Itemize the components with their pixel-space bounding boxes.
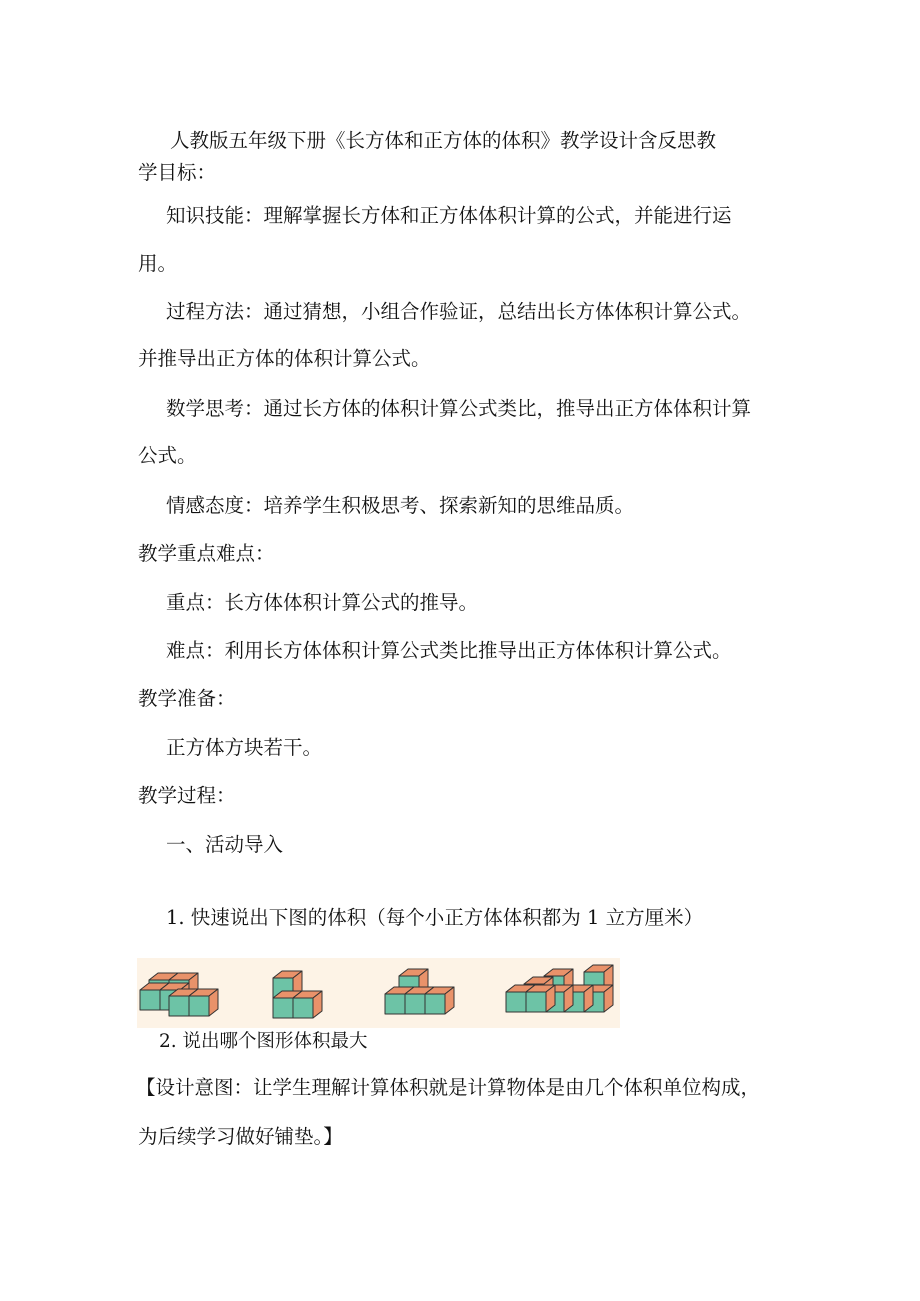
cube-face xyxy=(140,990,160,1010)
cube-figure-3 xyxy=(377,958,467,1028)
math-goal-line-1: 数学思考：通过长方体的体积计算公式类比，推导出正方体体积计算 xyxy=(166,397,752,420)
key-points-heading: 教学重点难点： xyxy=(138,542,275,565)
difficult-point: 难点：利用长方体体积计算公式类比推导出正方体体积计算公式。 xyxy=(166,639,732,662)
cube-figure-2 xyxy=(267,958,347,1028)
prep-item: 正方体方块若干。 xyxy=(166,736,323,759)
process-heading: 教学过程： xyxy=(138,784,236,807)
cube-face xyxy=(405,994,425,1014)
cube-face xyxy=(273,998,293,1018)
cube-face xyxy=(169,996,189,1016)
question-2: 2. 说出哪个图形体积最大 xyxy=(159,1031,368,1052)
process-goal-line-1: 过程方法：通过猜想，小组合作验证，总结出长方体体积计算公式。 xyxy=(166,300,752,323)
cube-face xyxy=(385,994,405,1014)
cube-face xyxy=(293,998,313,1018)
design-intent-line-1: 【设计意图：让学生理解计算体积就是计算物体是由几个体积单位构成， xyxy=(136,1076,761,1099)
design-intent-line-2: 为后续学习做好铺垫。】 xyxy=(138,1125,343,1148)
cube-figure-4 xyxy=(502,958,622,1028)
cube-face xyxy=(189,996,209,1016)
cube-figure-1 xyxy=(137,958,227,1028)
emotion-goal: 情感态度：培养学生积极思考、探索新知的思维品质。 xyxy=(166,494,635,517)
process-goal-line-2: 并推导出正方体的体积计算公式。 xyxy=(138,347,431,370)
cube-face xyxy=(506,992,526,1012)
cube-face xyxy=(526,992,546,1012)
question-1: 1. 快速说出下图的体积（每个小正方体体积都为 1 立方厘米） xyxy=(166,906,704,929)
doc-title-line-2: 学目标： xyxy=(138,161,217,184)
math-goal-line-2: 公式。 xyxy=(138,444,197,467)
cube-figures xyxy=(137,958,620,1028)
knowledge-goal-line-2: 用。 xyxy=(138,252,178,275)
key-point: 重点：长方体体积计算公式的推导。 xyxy=(166,591,479,614)
doc-title-line-1: 人教版五年级下册《长方体和正方体的体积》教学设计含反思教 xyxy=(170,129,717,152)
knowledge-goal-line-1: 知识技能：理解掌握长方体和正方体体积计算的公式，并能进行运 xyxy=(166,204,732,227)
section-activity-intro: 一、活动导入 xyxy=(166,833,284,856)
prep-heading: 教学准备： xyxy=(138,687,236,710)
cube-face xyxy=(425,994,445,1014)
